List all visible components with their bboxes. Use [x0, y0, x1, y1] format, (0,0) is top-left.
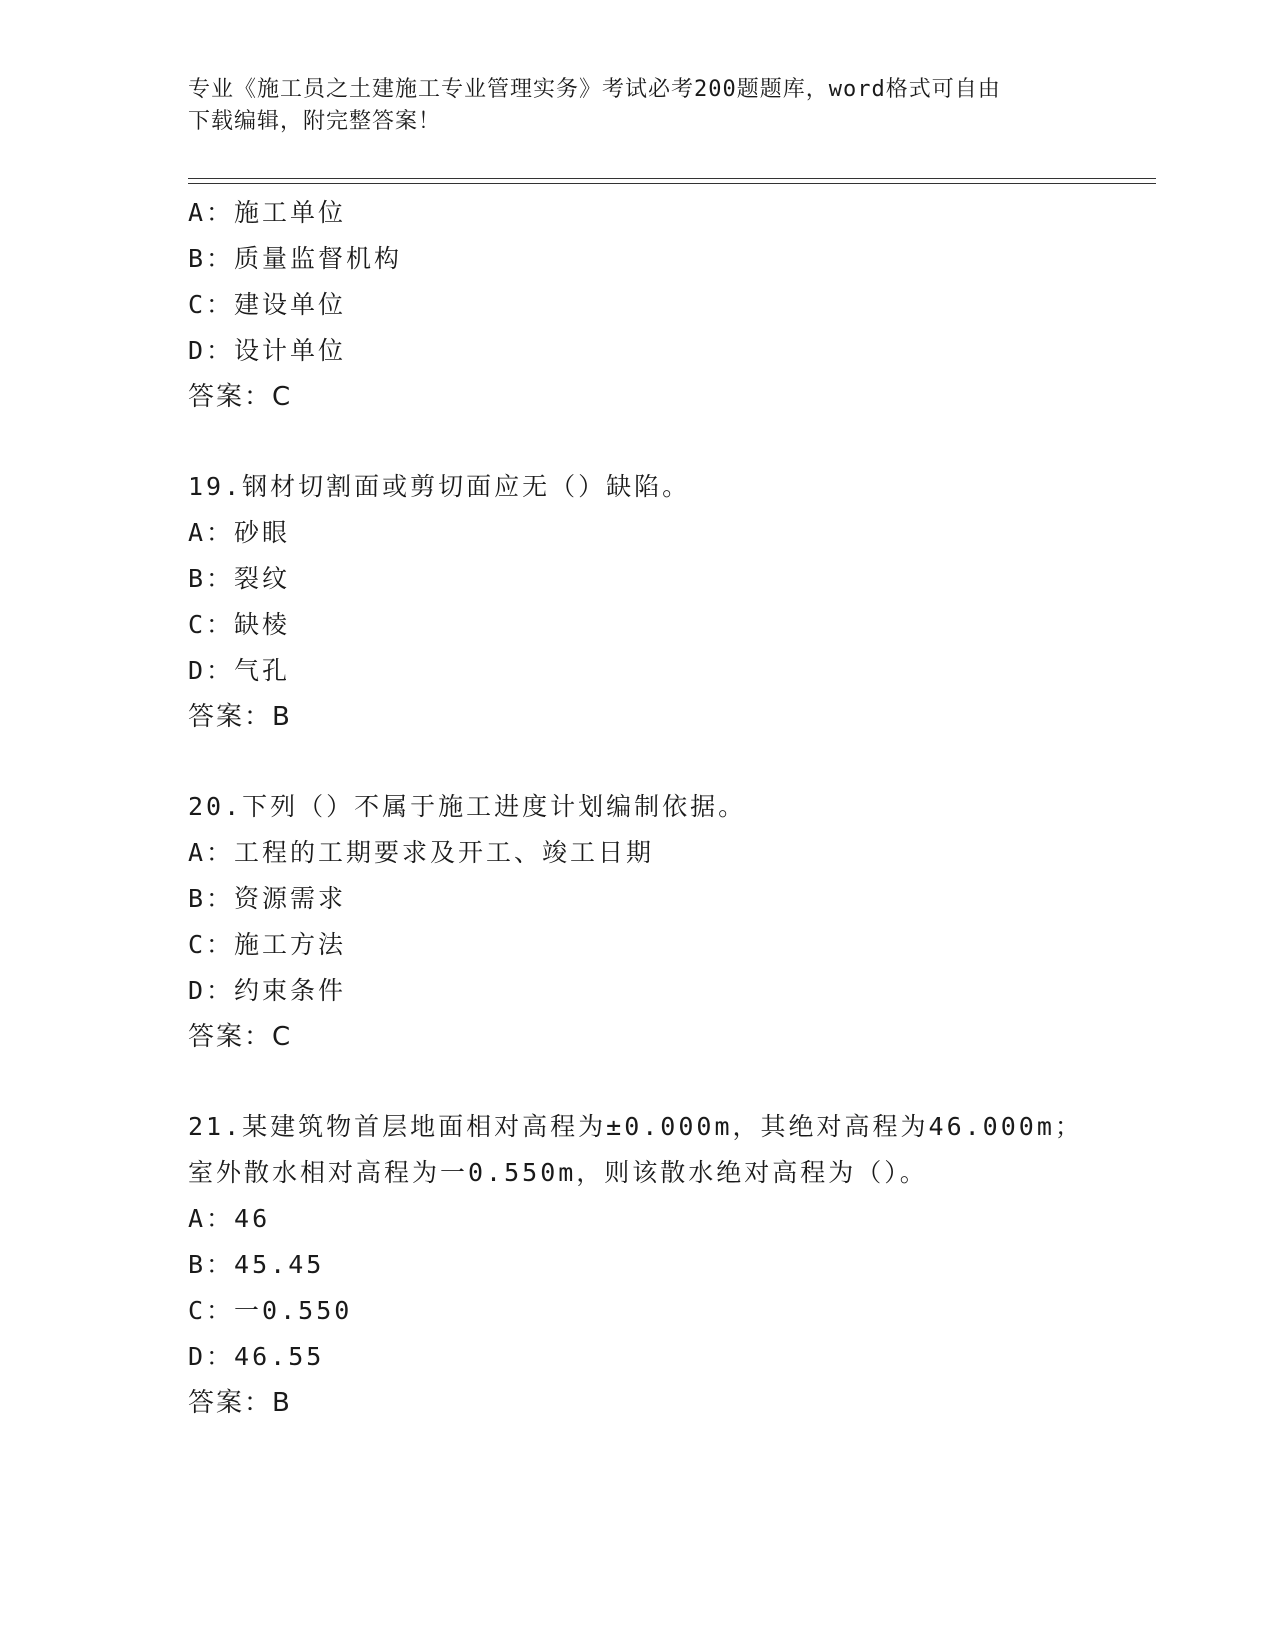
option-d: D：约束条件	[188, 976, 347, 1005]
header-divider-top	[188, 178, 1156, 179]
option-a: A：工程的工期要求及开工、竣工日期	[188, 838, 655, 867]
question-19	[188, 464, 1156, 740]
question-text-line-1: 21.某建筑物首层地面相对高程为±0.000m，其绝对高程为46.000m；	[188, 1112, 1083, 1141]
header-divider-bottom	[188, 183, 1156, 184]
answer: 答案：B	[188, 1388, 292, 1418]
question-20	[188, 784, 1156, 1060]
answer: 答案：B	[188, 702, 292, 732]
spacer	[188, 740, 1156, 784]
question-21	[188, 1104, 1156, 1426]
document-header	[188, 74, 1088, 138]
option-c: C：施工方法	[188, 930, 347, 959]
question-text: 19.钢材切割面或剪切面应无（）缺陷。	[188, 472, 691, 501]
question-text: 20.下列（）不属于施工进度计划编制依据。	[188, 792, 747, 821]
spacer	[188, 420, 1156, 464]
option-a: A：砂眼	[188, 518, 291, 547]
option-a: A：施工单位	[188, 198, 347, 227]
header-line-2: 下载编辑，附完整答案！	[188, 109, 442, 134]
option-b: B：45.45	[188, 1250, 325, 1279]
option-c: C：建设单位	[188, 290, 347, 319]
question-list	[188, 190, 1156, 1426]
option-b: B：质量监督机构	[188, 244, 403, 273]
question-18	[188, 190, 1156, 420]
spacer	[188, 1060, 1156, 1104]
option-d: D：46.55	[188, 1342, 325, 1371]
answer: 答案：C	[188, 382, 293, 412]
header-line-1: 专业《施工员之土建施工专业管理实务》考试必考200题题库，word格式可自由	[188, 77, 1001, 102]
option-a: A：46	[188, 1204, 271, 1233]
option-c: C：一0.550	[188, 1296, 353, 1325]
option-d: D：气孔	[188, 656, 291, 685]
answer: 答案：C	[188, 1022, 293, 1052]
option-b: B：资源需求	[188, 884, 347, 913]
option-d: D：设计单位	[188, 336, 347, 365]
option-b: B：裂纹	[188, 564, 291, 593]
question-text-line-2: 室外散水相对高程为一0.550m，则该散水绝对高程为（）。	[188, 1158, 928, 1187]
option-c: C：缺棱	[188, 610, 291, 639]
